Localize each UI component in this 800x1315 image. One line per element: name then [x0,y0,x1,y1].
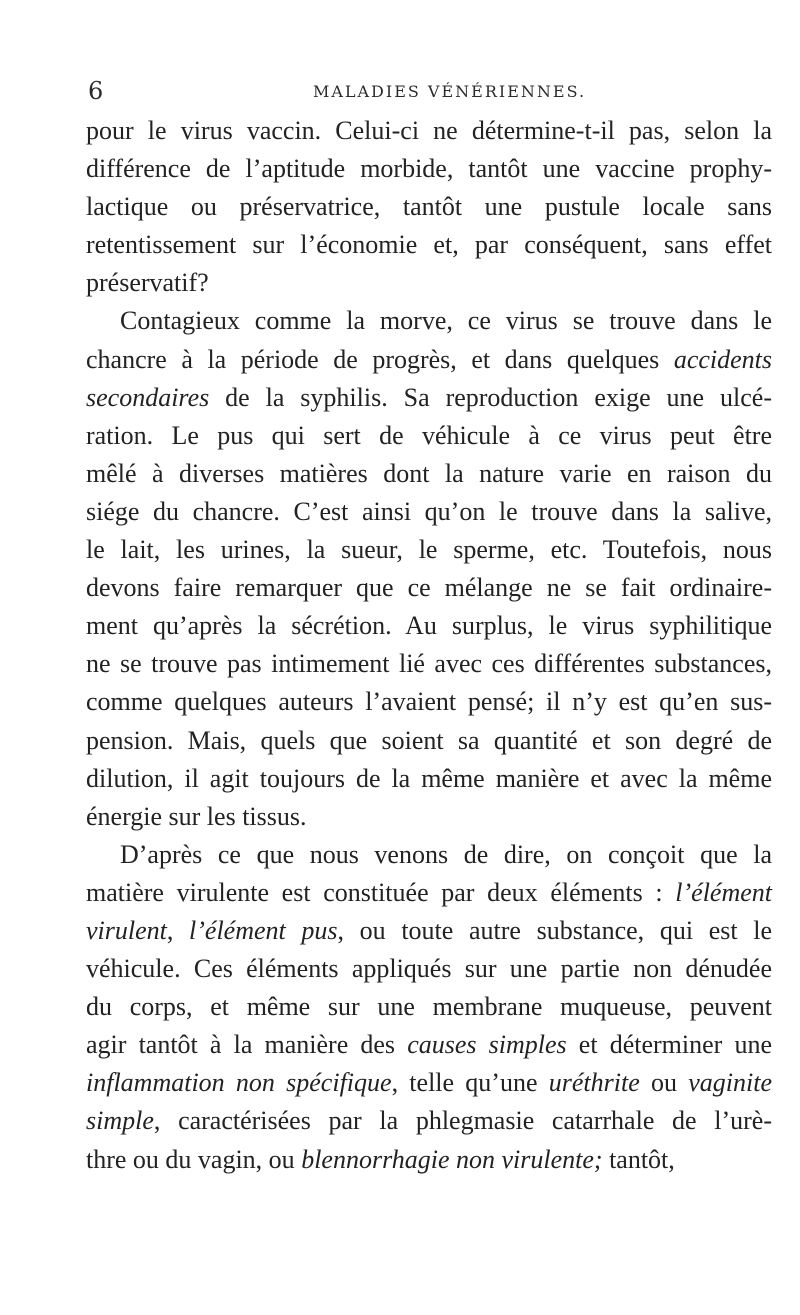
italic-text: simple [86,1106,154,1136]
text-line [86,455,772,493]
text-line [86,798,772,836]
text-line [86,1102,772,1140]
text-segment: , ou toute autre substance, qui est le [337,915,772,945]
text-segment: préservatif? [86,268,209,298]
italic-text: vaginite [688,1068,772,1098]
text-line [86,722,772,760]
text-line [86,188,772,226]
running-head: MALADIES VÉNÉRIENNES. [312,82,587,101]
text-segment: mêlé à diverses matières dont la nature varie en raison du [86,458,772,488]
text-line [86,341,772,379]
page-number: 6 [88,77,104,105]
italic-text: inflammation non spécifique [86,1068,392,1098]
text-line [86,493,772,531]
text-line [86,874,772,912]
text-segment: thre ou du vagin, ou [86,1144,302,1174]
text-line [86,912,772,950]
text-segment: pension. Mais, quels que soient sa quantité et son degré de [86,725,772,755]
text-segment: devons faire remarquer que ce mélange ne se fait ordinaire- [86,573,772,603]
text-line [86,531,772,569]
text-segment: D’après ce que nous venons de dire, on conçoit que la [120,839,772,869]
text-segment: , caractérisées par la phlegmasie catarrhale de l’urè- [153,1106,772,1136]
text-line [86,683,772,721]
text-segment: différence de l’aptitude morbide, tantôt une vaccine prophy- [86,154,772,184]
text-segment: dilution, il agit toujours de la même manière et avec la même [86,763,772,793]
italic-text: l’élément pus [189,915,338,945]
text-line [86,264,772,302]
text-segment: ou [639,1068,689,1098]
text-line [86,645,772,683]
text-line [86,226,772,264]
text-segment: pour le virus vaccin. Celui-ci ne détermine-t-il pas, selon la [86,116,772,145]
italic-text: secondaires [86,382,210,412]
text-line [86,379,772,417]
text-segment: retentissement sur l’économie et, par conséquent, sans effet [86,230,772,260]
text-segment: tantôt, [602,1144,675,1174]
text-line [86,607,772,645]
text-segment: ne se trouve pas intimement lié avec ces différentes substances, [86,649,772,679]
text-segment: lactique ou préservatrice, tantôt une pustule locale sans [86,192,772,222]
italic-text: virulent [86,915,167,945]
text-segment: Contagieux comme la morve, ce virus se trouve dans le [120,306,772,336]
text-line [86,1026,772,1064]
text-line [86,112,772,150]
text-segment: énergie sur les tissus. [86,801,307,831]
italic-text: blennorrhagie non virulente; [301,1144,603,1174]
text-line [86,760,772,798]
body-text [86,112,772,1179]
italic-text: accidents [673,344,772,374]
text-segment: siége du chancre. C’est ainsi qu’on le trouve dans la salive, [86,496,772,526]
italic-text: l’élément [675,877,772,907]
text-segment: ment qu’après la sécrétion. Au surplus, le virus syphilitique [86,611,772,641]
text-line [86,950,772,988]
text-segment: et déterminer une [566,1030,772,1060]
text-line [86,417,772,455]
text-line [86,302,772,340]
text-line [86,1064,772,1102]
text-segment: chancre à la période de progrès, et dans quelques [86,344,674,374]
italic-text: causes simples [407,1030,567,1060]
page-header [88,77,771,107]
text-segment: agir tantôt à la manière des [86,1030,408,1060]
text-segment: matière virulente est constituée par deux éléments : [86,877,676,907]
italic-text: uréthrite [548,1068,640,1098]
text-line [86,836,772,874]
text-segment: comme quelques auteurs l’avaient pensé; il n’y est qu’en sus- [86,687,772,717]
text-segment: du corps, et même sur une membrane muqueuse, peuvent [86,992,772,1022]
text-segment: le lait, les urines, la sueur, le sperme, etc. Toutefois, nous [86,535,772,565]
text-line [86,988,772,1026]
text-segment: de la syphilis. Sa reproduction exige une ulcé- [209,382,772,412]
text-segment: ration. Le pus qui sert de véhicule à ce virus peut être [86,420,772,450]
text-line [86,150,772,188]
text-segment: véhicule. Ces éléments appliqués sur une partie non dénudée [86,954,772,984]
text-line [86,1141,772,1179]
text-segment: , telle qu’une [391,1068,549,1098]
text-segment: , [166,915,190,945]
text-line [86,569,772,607]
